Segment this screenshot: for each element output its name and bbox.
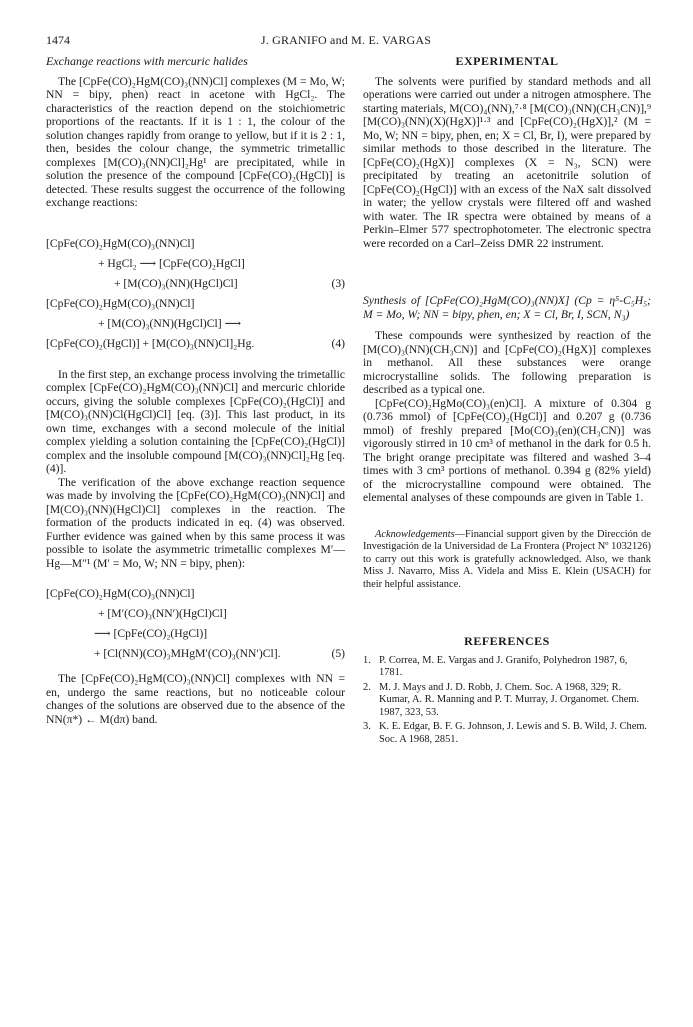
acknowledgements	[363, 529, 651, 592]
paragraph-first-step: In the first step, an exchange process involving the trimetallic complex [CpFe(CO)₂HgM(CO)₃(NN)Cl] and mercuric chloride occurs, giving the soluble complexes [CpFe(CO)₂(HgCl)] and [M(CO)₃(NN)Cl(HgCl)Cl] [eq. (3)]. This last product, in its own time, exchanges with a second molecule of the initial complex yielding a solution containing the [CpFe(CO)₂(HgCl)] complex and the insoluble compound [M(CO)₃(NN)Cl]₂Hg [eq. (4)].	[46, 367, 345, 475]
equation-5-line4	[46, 644, 345, 664]
reference-number: 2.	[363, 681, 371, 693]
equation-5-number: (5)	[331, 647, 345, 660]
reference-item	[363, 682, 651, 720]
equation-4-text: [CpFe(CO)₂(HgCl)] + [M(CO)₃(NN)Cl]₂Hg.	[46, 336, 255, 350]
acknowledgements-text: —Financial support given by the Dirección de Investigación de la Universidad de La Frontera (Project Nº 1032126) to carry out this work is gratefully acknowledged. Also, we thank Miss J. Navarro, Miss A. Videla and Miss E. Klein (USACH) for their helpful assistance.	[363, 528, 651, 590]
page-number: 1474	[46, 33, 70, 47]
paragraph-synthesis: These compounds were synthesized by reaction of the [M(CO)₃(NN)(CH₃CN)] and [CpFe(CO)₂(HgX)] complexes in methanol. All these substances were orange microcrystalline solids. The following preparation is described as a typical one.	[363, 329, 651, 396]
left-column	[46, 55, 345, 726]
paragraph-verification: The verification of the above exchange reaction sequence was made by involving the [CpFe(CO)₂HgM(CO)₃(NN)Cl] and [M(CO)₃(NN)(HgCl)Cl] complexes in the reaction. The formation of the products indicated in eq. (4) was observed. Further evidence was gained when by this same process it was possible to isolate the asymmetric trimetallic complexes M′—Hg—M″¹ (M′ = Mo, W; NN = bipy, phen):	[46, 475, 345, 570]
references-list	[363, 655, 651, 747]
paragraph-experimental: The solvents were purified by standard methods and all operations were carried out under a nitrogen atmosphere. The starting materials, M(CO)₄(NN),⁷·⁸ [M(CO)₃(NN)(CH₃CN)],⁹ [M(CO)₃(NN)(X)(HgX)]¹·³ and [CpFe(CO)₂(HgX)],² (M = Mo, W; NN = bipy, phen, en; X = Cl, Br, I), were prepared by similar methods to those described in the literature. The [CpFe(CO)₂(HgX)] complexes (X = N₃, SCN) were precipitated by treating an acetonitrile solution of [CpFe(CO)₂(HgCl)] with an excess of the NaX salt dissolved in water; the yellow crystals were filtered off and washed with water. The IR spectra were obtained by means of a Perkin–Elmer 577 spectrophotometer. The electronic spectra were recorded on a Carl–Zeiss DMR 22 instrument.	[363, 74, 651, 250]
reference-text: P. Correa, M. E. Vargas and J. Granifo, Polyhedron 1987, 6, 1781.	[379, 654, 628, 678]
section-title-exchange: Exchange reactions with mercuric halides	[46, 54, 248, 68]
reference-item	[363, 721, 651, 746]
equation-4-line1: [CpFe(CO)₂HgM(CO)₃(NN)Cl]	[46, 296, 195, 310]
reference-number: 3.	[363, 721, 371, 732]
running-authors: J. GRANIFO and M. E. VARGAS	[260, 33, 432, 47]
equation-3-number: (3)	[331, 276, 345, 290]
equation-5-line1: [CpFe(CO)₂HgM(CO)₃(NN)Cl]	[46, 587, 195, 600]
equation-3-line2: + HgCl₂ ⟶ [CpFe(CO)₂HgCl]	[98, 256, 245, 270]
equation-3-text: + [M(CO)₃(NN)(HgCl)Cl]	[114, 276, 238, 290]
reference-number: 1.	[363, 654, 371, 666]
running-header	[46, 33, 646, 49]
equation-5-line3: ⟶ [CpFe(CO)₂(HgCl)]	[94, 627, 208, 640]
equation-4-line3	[46, 334, 345, 354]
paragraph-en-complexes: The [CpFe(CO)₂HgM(CO)₃(NN)Cl] complexes with NN = en, undergo the same reactions, but no noticeable colour changes of the solutions are observed due to the absence of the NN(π*) ← M(dπ) band.	[46, 672, 345, 726]
equation-3-line3	[46, 274, 345, 294]
right-column	[363, 55, 651, 748]
synthesis-heading: Synthesis of [CpFe(CO)₂HgM(CO)₃(NN)X] (Cp = η⁵-C₅H₅; M = Mo, W; NN = bipy, phen, en; X = Cl, Br, I, SCN, N₃)	[363, 294, 651, 321]
equation-4-number: (4)	[331, 336, 345, 350]
paragraph-exchange-intro: The [CpFe(CO)₂HgM(CO)₃(NN)Cl] complexes (M = Mo, W; NN = bipy, phen) react in acetone with HgCl₂. The characteristics of the reaction depend on the stoichiometric proportions of the reactants. If it is 1 : 1, the colour of the solution changes rapidly from orange to yellow, but if it is 2 : 1, then, besides the colour change, the symmetric trimetallic complexes [M(CO)₃(NN)Cl]₂Hg¹ are precipitated, while in solution the presence of the compound [CpFe(CO)₂(HgCl)] is detected. These results suggest the occurrence of the following exchange reactions:	[46, 74, 345, 209]
equation-5-text: + [Cl(NN)(CO)₃MHgM′(CO)₃(NN′)Cl].	[94, 647, 281, 660]
reference-text: M. J. Mays and J. D. Robb, J. Chem. Soc. A 1968, 329; R. Kumar, A. R. Manning and P. T. Murray, J. Organomet. Chem. 1987, 323, 53.	[379, 681, 640, 718]
paragraph-typical-prep: [CpFe(CO)₂HgMo(CO)₃(en)Cl]. A mixture of 0.304 g (0.736 mmol) of [CpFe(CO)₂(HgCl)] and 0.207 g (0.736 mmol) of freshly prepared [Mo(CO)₃(en)(CH₃CN)] was vigorously stirred in 10 cm³ of methanol in the dark for 0.5 h. The bright orange precipitate was filtered and washed 3–4 times with 3 cm³ portions of methanol. 0.394 g (82% yield) of the microcrystalline compound were obtained. The elemental analyses of these compounds are given in Table 1.	[363, 396, 651, 504]
section-title-experimental: EXPERIMENTAL	[455, 54, 559, 68]
reference-text: K. E. Edgar, B. F. G. Johnson, J. Lewis and S. B. Wild, J. Chem. Soc. A 1968, 2851.	[379, 721, 648, 745]
references-title: REFERENCES	[464, 634, 550, 648]
equation-5-line2: + [M′(CO)₃(NN′)(HgCl)Cl]	[98, 607, 227, 620]
equation-4-line2: + [M(CO)₃(NN)(HgCl)Cl] ⟶	[98, 316, 242, 330]
equation-3-line1: [CpFe(CO)₂HgM(CO)₃(NN)Cl]	[46, 236, 195, 250]
acknowledgements-label: Acknowledgements	[375, 528, 455, 540]
reference-item	[363, 655, 651, 680]
